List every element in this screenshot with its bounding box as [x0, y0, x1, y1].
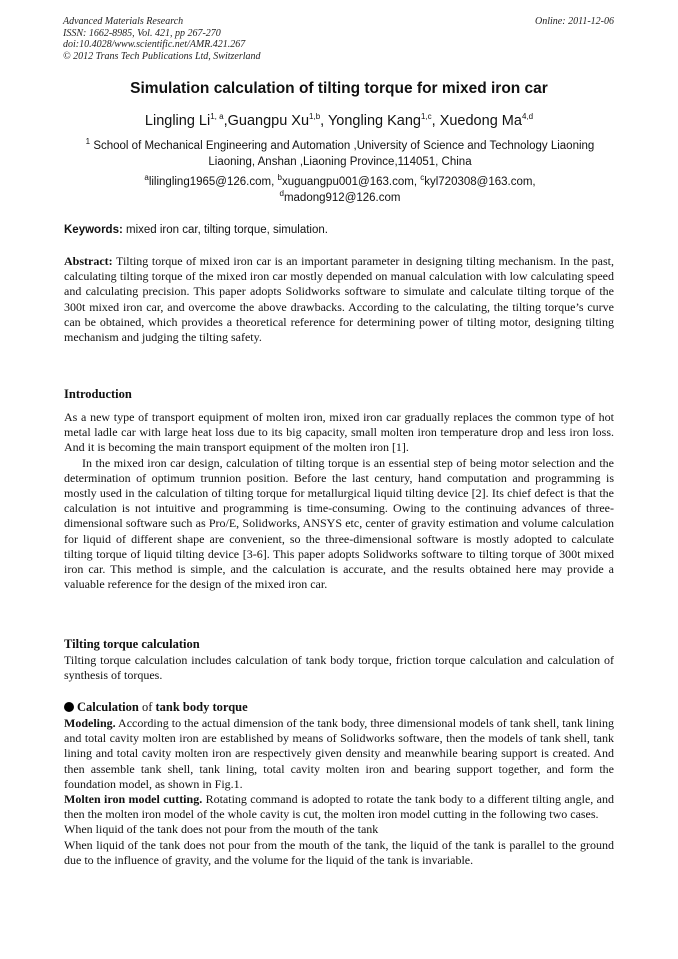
author-list: [0, 113, 678, 129]
email-link: xuguangpu001@163.com,: [281, 176, 421, 188]
affiliation-sup: 1: [85, 137, 91, 147]
cutting-label: Molten iron model cutting.: [64, 792, 203, 807]
author-sup: 1,b: [309, 112, 321, 122]
author-name: Lingling Li: [144, 113, 211, 129]
heading-part: Calculation: [77, 700, 139, 714]
keywords: [64, 224, 616, 236]
email-sup: b: [277, 173, 282, 183]
tilting-body: Tilting torque calculation includes calculation of tank body torque, friction torque calculation and calculation of synthesis of torques.: [64, 653, 614, 683]
modeling-label: Modeling.: [64, 716, 116, 730]
author-name: , Yongling Kang: [320, 113, 421, 129]
abstract-label: Abstract:: [64, 254, 113, 268]
heading-part: tank body torque: [155, 700, 248, 714]
paragraph: When liquid of the tank does not pour from the mouth of the tank, the liquid of the tank is parallel to the ground due to the influence of gravity, and the volume for the liquid of the tank is invariable.: [64, 837, 614, 867]
abstract: [64, 254, 614, 345]
copyright-line: © 2012 Trans Tech Publications Ltd, Switzerland: [63, 50, 261, 62]
paragraph: [64, 792, 614, 822]
affiliation: [64, 139, 616, 170]
tilting-heading: Tilting torque calculation: [64, 637, 200, 651]
paragraph: In the mixed iron car design, calculation of tilting torque is an essential step of being motor selection and the determination of optimum trunnion position. Before the last century, hand computation and programming is mostly used in the calculation of tilting torque for metallurgical liquid tilting device [2]. Its chief defect is that the calculation is not intuitive and programming is time-consuming. Owing to the continuing advances of three-dimensional software such as Pro/E, Solidworks, ANSYS etc, center of gravity estimation and volume calculation for liquid of different shape are convenient, so the three-dimensional software is mostly adopted to calculate tilting torque of liquid tilting device [3-6]. This paper adopts Solidworks software to tilting torque of 300t mixed iron car. This method is simple, and the calculation is accurate, and the results obtained here may provide a valuable reference for the design of the mixed iron car.: [64, 455, 614, 592]
bullet-icon: [64, 702, 74, 712]
doi-line: doi:10.4028/www.scientific.net/AMR.421.267: [63, 39, 246, 50]
email-list: [64, 175, 616, 206]
abstract-text: Tilting torque of mixed iron car is an important parameter in designing tilting mechanism. In the past, calculating tilting torque of the mixed iron car mostly depended on manual calculation with low calculating speed and calculating precision. This paper adopts Solidworks software to simulate and calculate tilting torque of the 300t mixed iron car, and overcome the above drawbacks. According to the calculating, the tilting torque’s curve can be obtained, which provides a theoretical reference for determining power of tilting motor, designing tilting mechanism and judging the tilting safety.: [64, 254, 614, 345]
email-link: kyl720308@163.com,: [424, 176, 536, 188]
modeling-text: According to the actual dimension of the tank body, three dimensional models of tank shell, tank lining and total cavity molten iron are established by means of Solidworks software, then the models of tank shell, tank lining and total cavity molten iron are respectively given density and meanwhile bearing support is created. And then assemble tank shell, tank lining, total cavity molten iron and bearing support together, and form the foundation model, as shown in Fig.1.: [64, 716, 614, 791]
keywords-label: Keywords:: [64, 224, 123, 236]
introduction-body: [64, 410, 614, 592]
email-link: madong912@126.com: [283, 191, 401, 204]
author-sup: 1,c: [420, 112, 432, 122]
email-link: lilingling1965@126.com,: [148, 176, 278, 188]
paragraph: [64, 716, 614, 792]
paragraph: As a new type of transport equipment of molten iron, mixed iron car gradually replaces the common type of hot metal ladle car with large heat loss due to its big capacity, small molten iron temperature drop and less iron loss. And it is becoming the main transport equipment of the molten iron [1].: [64, 410, 614, 455]
author-name: ,Guangpu Xu: [223, 113, 310, 129]
paper-title: Simulation calculation of tilting torque for mixed iron car: [130, 80, 548, 97]
author-name: , Xuedong Ma: [431, 113, 522, 129]
affiliation-text: School of Mechanical Engineering and Automation ,University of Science and Technology Liaoning Liaoning, Anshan ,Liaoning Province,114051, China: [90, 140, 595, 168]
journal-name: Advanced Materials Research: [63, 16, 184, 27]
author-sup: 1, a: [210, 112, 224, 122]
heading-part: of: [138, 700, 156, 714]
email-sup: d: [279, 188, 284, 198]
keywords-text: mixed iron car, tilting torque, simulation.: [122, 224, 328, 236]
issn-line: ISSN: 1662-8985, Vol. 421, pp 267-270: [63, 27, 221, 39]
tank-body: [64, 716, 614, 868]
tank-section-heading: [64, 700, 248, 715]
email-sup: a: [144, 173, 149, 183]
email-sup: c: [420, 173, 425, 183]
author-sup: 4,d: [521, 112, 534, 122]
cutting-text: Rotating command is adopted to rotate the tank body to a different tilting angle, and then the molten iron model of the whole cavity is cut, the molten iron model cutting in the following two cases.: [64, 792, 614, 822]
introduction-heading: Introduction: [64, 387, 132, 401]
online-date: Online: 2011-12-06: [535, 16, 614, 27]
paragraph: When liquid of the tank does not pour from the mouth of the tank: [64, 822, 379, 837]
